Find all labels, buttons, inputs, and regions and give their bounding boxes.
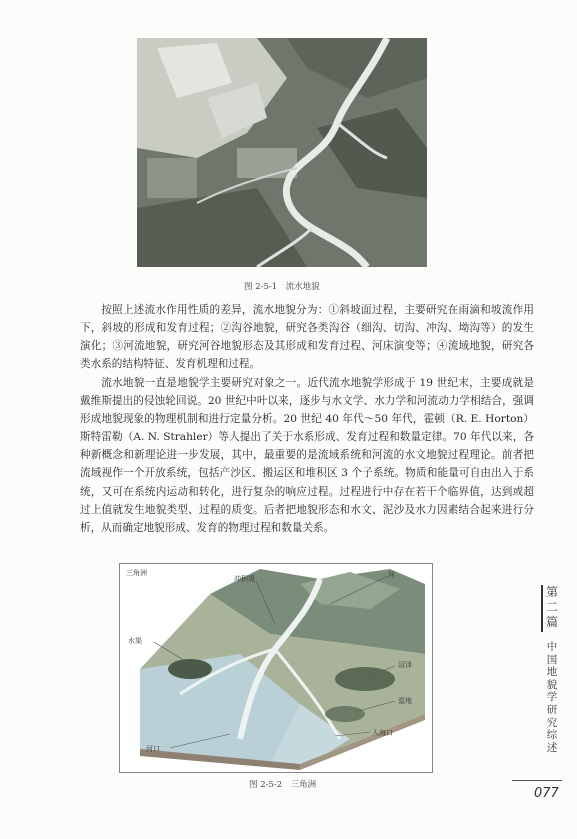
paragraph: 按照上述流水作用性质的差异，流水地貌分为：①斜坡面过程，主要研究在雨滴和坡流作用下，斜坡的形成和发育过程；②沟谷地貌，研究各类沟谷（细沟、切沟、冲沟、坳沟等）的发生演化；③河流地貌，研究河谷地貌形态及其形成和发育过程、河床演变等；④流域地貌，研究各类水系的结构特征、发育机理和过程。: [80, 304, 534, 371]
figure-caption: 图 2-5-1 流水地貌: [244, 282, 320, 292]
page-number-rule: [512, 780, 562, 781]
section-marker-bar: [541, 585, 543, 632]
running-title: 中国地貌学研究综述: [546, 641, 558, 754]
label-channel: 水渠: [128, 637, 142, 645]
river-aerial-photo: [137, 38, 427, 267]
label-levee: 冲积堤: [234, 575, 255, 583]
paragraph: 流水地貌一直是地貌学主要研究对象之一。近代流水地貌学形成于 19 世纪末，主要成就是戴维斯提出的侵蚀轮回说。20 世纪中叶以来，逐步与水文学、水力学和河流动力学相结合，强调形成地貌现象的物理机制和进行定量分析。20 世纪 40 年代～50 年代，霍顿（R. E. Horton）斯特雷勒（A. N. Strahler）等人提出了关于水系形成、发育过程和数量定律。70 年代以来，各种新概念和新理论进一步发展，其中，最重要的是流域系统和河流的水文地貌过程理论。前者把流域视作一个开放系统，包括产沙区、搬运区和堆积区 3 个子系统。物质和能量可自由出入于系统，又可在系统内运动和转化，进行复杂的响应过程。过程进行中存在若干个临界值，达到或超过上值就发生地貌类型、过程的质变。后者把地貌形态和水文、泥沙及水力因素结合起来进行分析，从而确定地貌形成、发育的物理过程和数量关系。: [80, 377, 534, 534]
label-mouth: 河口: [146, 745, 160, 753]
diagram-title: 三角洲: [126, 569, 147, 577]
label-estuary: 入海口: [372, 729, 393, 737]
label-river: 河: [388, 571, 395, 579]
label-swamp: 沼泽: [398, 661, 412, 669]
figure-caption: 图 2-5-2 三角洲: [249, 780, 317, 790]
label-wetland: 湿地: [398, 697, 412, 705]
delta-diagram: [119, 563, 433, 773]
section-label: 第二篇: [545, 585, 558, 629]
page-number: 077: [534, 786, 559, 801]
